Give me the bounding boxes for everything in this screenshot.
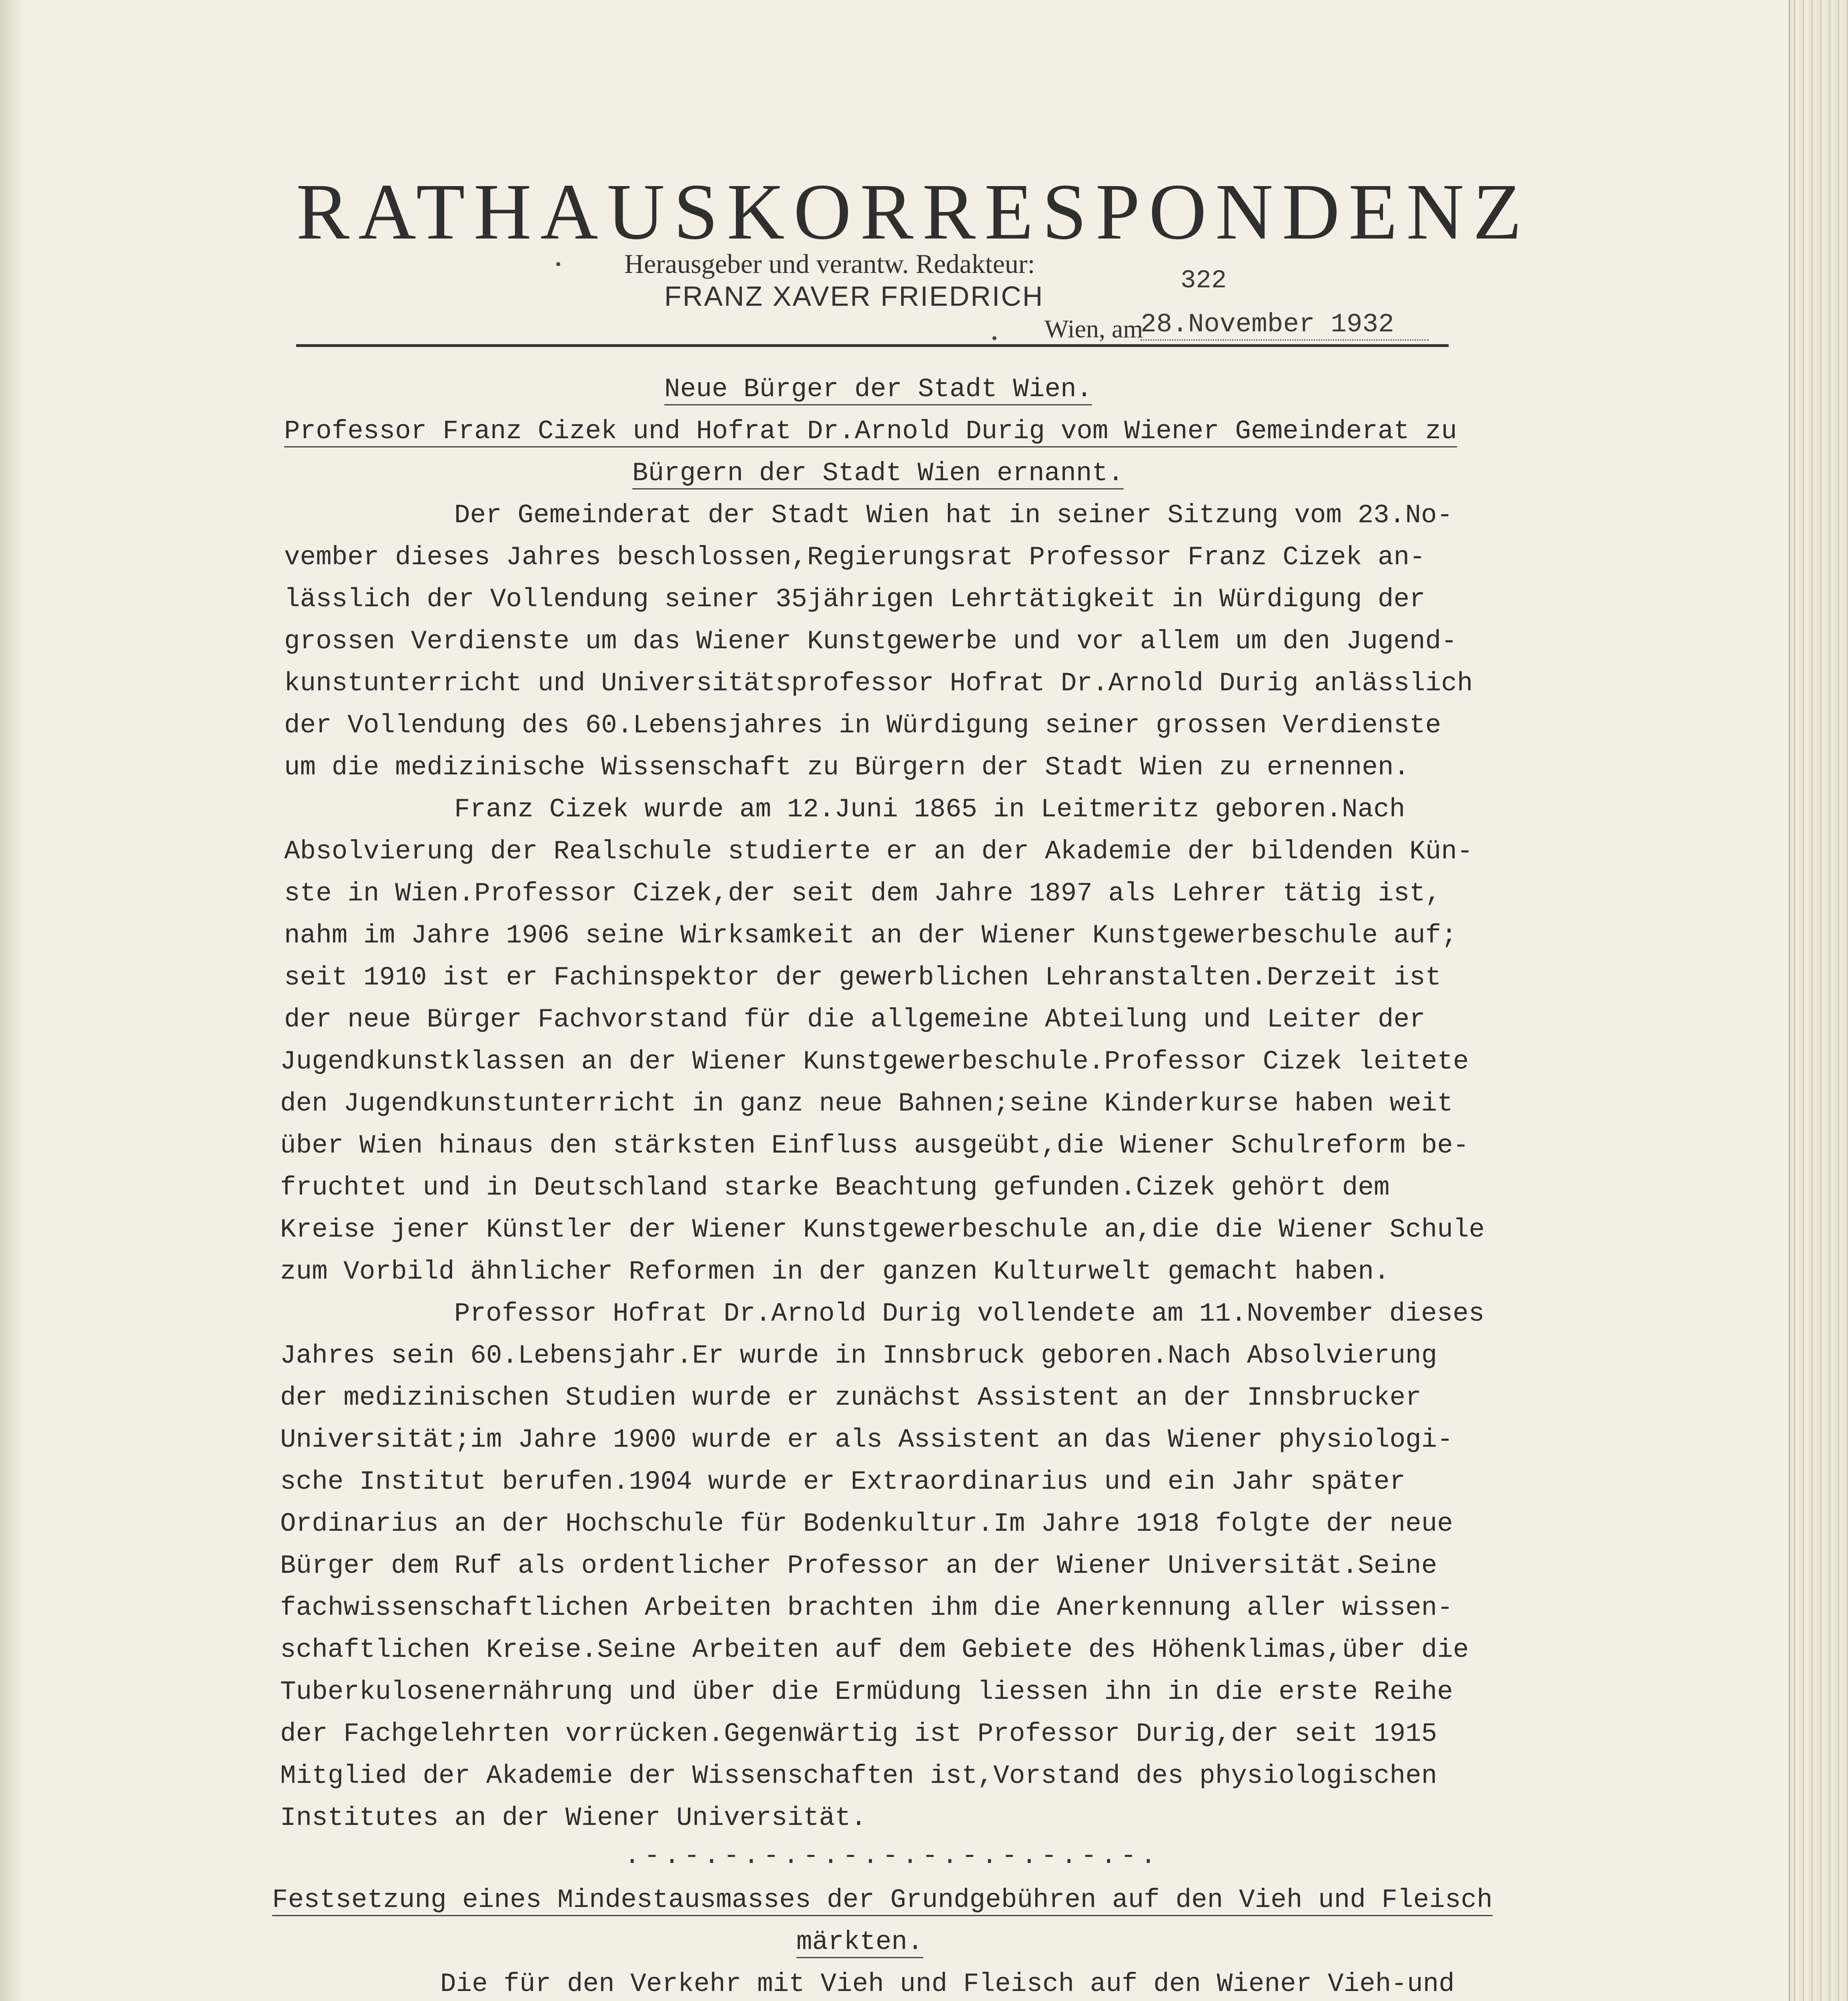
- article1-paragraph-line: sche Institut berufen.1904 wurde er Extraordinarius und ein Jahr später: [280, 1467, 1406, 1497]
- article1-paragraph-line: fruchtet und in Deutschland starke Beachtung gefunden.Cizek gehört dem: [280, 1173, 1390, 1203]
- article1-paragraph-line: der neue Bürger Fachvorstand für die allgemeine Abteilung und Leiter der: [284, 1005, 1425, 1035]
- article1-paragraph-line: Franz Cizek wurde am 12.Juni 1865 in Leitmeritz geboren.Nach: [454, 794, 1405, 824]
- publisher-line: Herausgeber und verantw. Redakteur:: [624, 249, 1035, 279]
- article1-paragraph-line: Jahres sein 60.Lebensjahr.Er wurde in Innsbruck geboren.Nach Absolvierung: [280, 1341, 1437, 1371]
- article1-paragraph-line: Ordinarius an der Hochschule für Bodenkultur.Im Jahre 1918 folgte der neue: [280, 1509, 1453, 1539]
- article1-paragraph-line: Bürger dem Ruf als ordentlicher Professor an der Wiener Universität.Seine: [280, 1551, 1437, 1581]
- article1-paragraph-line: Universität;im Jahre 1900 wurde er als Assistent an das Wiener physiologi-: [280, 1425, 1453, 1455]
- article1-paragraph-line: ste in Wien.Professor Cizek,der seit dem Jahre 1897 als Lehrer tätig ist,: [284, 878, 1441, 908]
- article1-paragraph-line: Professor Hofrat Dr.Arnold Durig vollendete am 11.November dieses: [454, 1299, 1485, 1329]
- editor-name: FRANZ XAVER FRIEDRICH: [664, 281, 1044, 312]
- article1-paragraph-line: Kreise jener Künstler der Wiener Kunstgewerbeschule an,die die Wiener Schule: [280, 1215, 1485, 1245]
- issue-number: 322: [1181, 267, 1227, 295]
- book-page-edges: [1789, 0, 1848, 2001]
- article1-paragraph-line: vember dieses Jahres beschlossen,Regierungsrat Professor Franz Cizek an-: [284, 542, 1425, 572]
- article1-paragraph-line: Tuberkulosenernährung und über die Ermüdung liessen ihn in die erste Reihe: [280, 1677, 1453, 1707]
- article1-subheading: Professor Franz Cizek und Hofrat Dr.Arnold Durig vom Wiener Gemeinderat zu: [284, 418, 1457, 447]
- article1-paragraph-line: den Jugendkunstunterricht in ganz neue Bahnen;seine Kinderkurse haben weit: [280, 1089, 1453, 1119]
- article1-paragraph-line: Mitglied der Akademie der Wissenschaften ist,Vorstand des physiologischen: [280, 1761, 1437, 1791]
- article1-heading: Neue Bürger der Stadt Wien.: [664, 376, 1092, 405]
- article1-paragraph-line: Institutes an der Wiener Universität.: [280, 1803, 867, 1833]
- article1-paragraph-line: Der Gemeinderat der Stadt Wien hat in seiner Sitzung vom 23.No-: [454, 500, 1453, 530]
- article1-paragraph-line: der Vollendung des 60.Lebensjahres in Würdigung seiner grossen Verdienste: [284, 710, 1441, 740]
- article1-paragraph-line: schaftlichen Kreise.Seine Arbeiten auf dem Gebiete des Höhenklimas,über die: [280, 1635, 1469, 1665]
- masthead-rule: [296, 344, 1449, 347]
- article1-paragraph-line: Absolvierung der Realschule studierte er an der Akademie der bildenden Kün-: [284, 836, 1473, 866]
- article1-paragraph-line: Jugendkunstklassen an der Wiener Kunstgewerbeschule.Professor Cizek leitete: [280, 1047, 1469, 1077]
- article1-paragraph-line: um die medizinische Wissenschaft zu Bürgern der Stadt Wien zu ernennen.: [284, 752, 1410, 782]
- article1-paragraph-line: zum Vorbild ähnlicher Reformen in der ganzen Kulturwelt gemacht haben.: [280, 1257, 1390, 1287]
- article1-paragraph-line: kunstunterricht und Universitätsprofessor Hofrat Dr.Arnold Durig anlässlich: [284, 668, 1473, 698]
- article1-paragraph-line: über Wien hinaus den stärksten Einfluss ausgeübt,die Wiener Schulreform be-: [280, 1131, 1469, 1161]
- article1-paragraph-line: lässlich der Vollendung seiner 35jährigen Lehrtätigkeit in Würdigung der: [284, 584, 1425, 614]
- article1-paragraph-line: seit 1910 ist er Fachinspektor der gewerblichen Lehranstalten.Derzeit ist: [284, 962, 1441, 992]
- section-divider: .-.-.-.-.-.-.-.-.-.-.-.-.-.: [624, 1841, 1161, 1871]
- ornament-dot: [992, 336, 996, 340]
- article2-paragraph-line: Die für den Verkehr mit Vieh und Fleisch auf den Wiener Vieh-und: [440, 1969, 1455, 1999]
- ornament-dot: [556, 262, 560, 266]
- article1-paragraph-line: grossen Verdienste um das Wiener Kunstgewerbe und vor allem um den Jugend-: [284, 626, 1457, 656]
- article1-subheading: Bürgern der Stadt Wien ernannt.: [632, 460, 1124, 489]
- binding-shadow: [0, 0, 24, 2001]
- article1-paragraph-line: der medizinischen Studien wurde er zunächst Assistent an der Innsbrucker: [280, 1383, 1421, 1413]
- masthead-title: RATHAUSKORRESPONDENZ: [296, 168, 1531, 256]
- article1-paragraph-line: nahm im Jahre 1906 seine Wirksamkeit an der Wiener Kunstgewerbeschule auf;: [284, 920, 1457, 950]
- article1-paragraph-line: der Fachgelehrten vorrücken.Gegenwärtig ist Professor Durig,der seit 1915: [280, 1719, 1437, 1749]
- article2-heading: märkten.: [796, 1929, 923, 1958]
- issue-date: 28.November 1932: [1140, 311, 1429, 341]
- place-prefix: Wien, am: [1044, 315, 1143, 343]
- article1-paragraph-line: fachwissenschaftlichen Arbeiten brachten ihm die Anerkennung aller wissen-: [280, 1593, 1453, 1623]
- article2-heading: Festsetzung eines Mindestausmasses der Grundgebühren auf den Vieh und Fleisch: [272, 1887, 1493, 1916]
